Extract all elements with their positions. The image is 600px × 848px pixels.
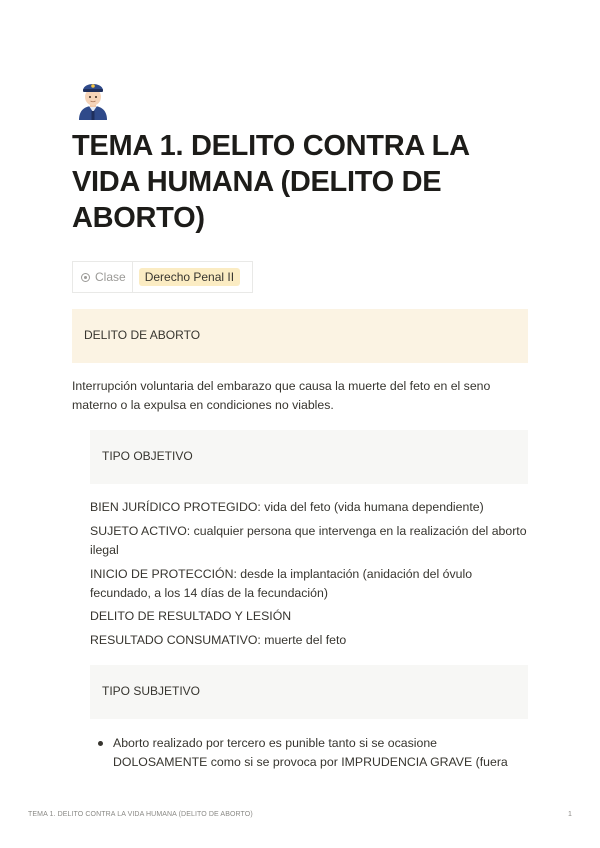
- list-item: Aborto realizado por tercero es punible tanto si se ocasione DOLOSAMENTE como si se provoca por IMPRUDENCIA GRAVE (fuera: [113, 736, 508, 769]
- footer-title: TEMA 1. DELITO CONTRA LA VIDA HUMANA (DELITO DE ABORTO): [28, 811, 253, 818]
- objective-item: DELITO DE RESULTADO Y LESIÓN: [90, 609, 292, 623]
- objective-item: SUJETO ACTIVO: cualquier persona que intervenga en la realización del aborto ilegal: [90, 524, 527, 557]
- callout-text: TIPO SUBJETIVO: [102, 684, 201, 698]
- property-value[interactable]: [133, 262, 252, 292]
- class-tag[interactable]: Derecho Penal II: [139, 268, 240, 286]
- callout-tipo-subjetivo: [90, 665, 528, 719]
- police-officer-icon: [75, 78, 111, 120]
- objective-item: INICIO DE PROTECCIÓN: desde la implantación (anidación del óvulo fecundado, a los 14 días de la fecundación): [90, 567, 473, 600]
- property-name: Clase: [95, 270, 126, 284]
- callout-text: DELITO DE ABORTO: [84, 328, 201, 342]
- callout-text: TIPO OBJETIVO: [102, 449, 193, 463]
- definition-paragraph: Interrupción voluntaria del embarazo que causa la muerte del feto en el seno materno o la expulsa en condiciones no viables.: [72, 379, 491, 412]
- callout-tipo-objetivo: [90, 430, 528, 484]
- property-row[interactable]: [72, 261, 253, 293]
- callout-main-heading: [72, 309, 528, 363]
- property-label: [73, 262, 133, 292]
- objective-item: RESULTADO CONSUMATIVO: muerte del feto: [90, 633, 347, 647]
- select-property-icon: [81, 273, 90, 282]
- page-number: 1: [568, 811, 572, 818]
- objective-item: BIEN JURÍDICO PROTEGIDO: vida del feto (vida humana dependiente): [90, 500, 484, 514]
- page-title: TEMA 1. DELITO CONTRA LA VIDA HUMANA (DELITO DE ABORTO): [72, 130, 469, 234]
- bullet-icon: [98, 741, 103, 746]
